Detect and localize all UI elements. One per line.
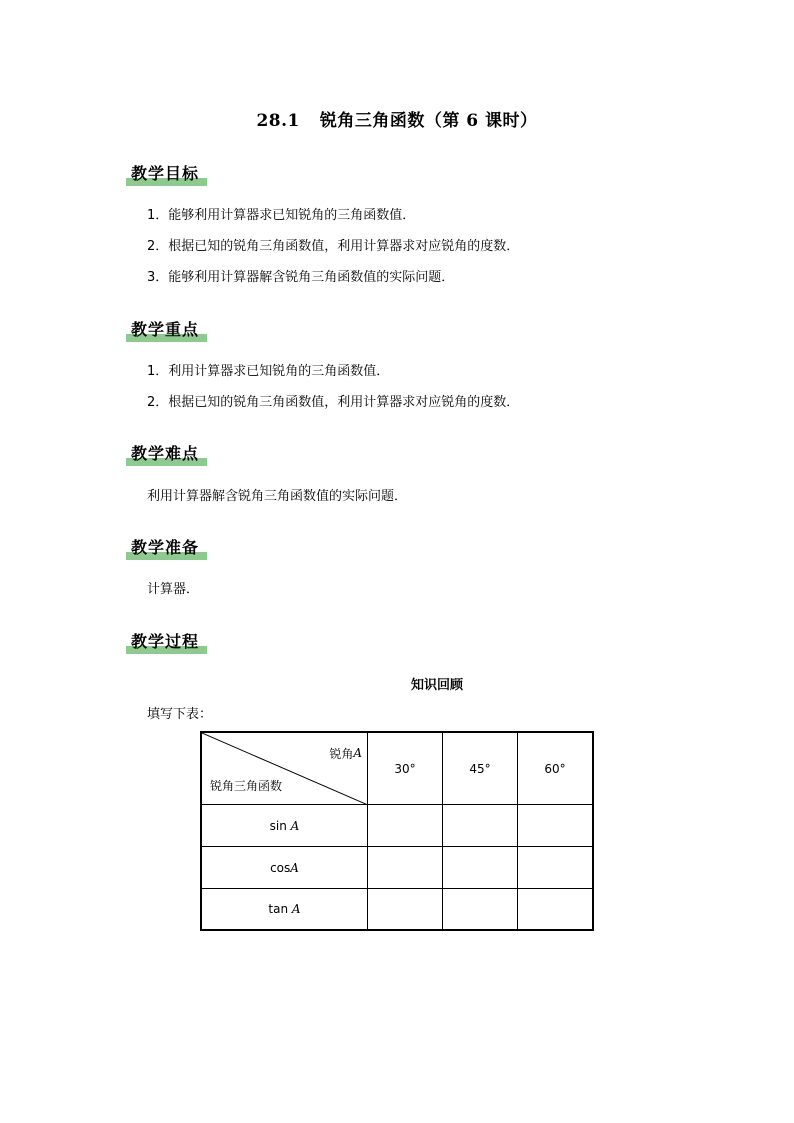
row-header-sin-var: A (290, 818, 300, 833)
goal-item-1: 1．能够利用计算器求已知锐角的三角函数值． (147, 208, 416, 223)
row-header-tan-var: A (291, 902, 301, 916)
column-header-60: 60° (544, 761, 566, 776)
knowledge-review-heading: 知识回顾 (410, 678, 463, 693)
preparation-text: 计算器． (147, 582, 200, 597)
corner-label-angle-var: A (353, 746, 362, 760)
column-header-30: 30° (394, 761, 416, 776)
goal-item-3: 3．能够利用计算器解含锐角三角函数值的实际问题． (147, 270, 455, 285)
title-number: 28.1 (256, 111, 300, 131)
row-header-sin (202, 805, 367, 846)
row-header-sin-fn: sin (269, 818, 287, 833)
section-heading-preparation (128, 538, 207, 558)
key-point-item-1: 1．利用计算器求已知锐角的三角函数值． (147, 364, 390, 379)
title-text: 锐角三角函数（第 6 课时） (319, 111, 538, 131)
section-heading-process-text: 教学过程 (131, 632, 200, 651)
section-heading-goals (128, 164, 207, 184)
section-heading-key-points (128, 320, 207, 340)
table-instruction: 填写下表： (147, 707, 213, 722)
corner-label-angle-text: 锐角 (329, 746, 354, 761)
corner-label-function: 锐角三角函数 (210, 778, 283, 793)
row-header-cos (202, 847, 367, 888)
row-header-cos-var: A (290, 860, 299, 875)
section-heading-key-points-text: 教学重点 (131, 320, 200, 339)
row-header-tan (202, 889, 367, 929)
section-heading-difficulties (128, 444, 207, 464)
key-point-item-2: 2．根据已知的锐角三角函数值，利用计算器求对应锐角的度数． (147, 395, 520, 410)
trig-values-table (200, 731, 594, 931)
corner-label-angle (302, 743, 362, 763)
section-heading-goals-text: 教学目标 (131, 164, 200, 183)
page-title (0, 106, 794, 131)
column-header-45: 45° (469, 761, 491, 776)
section-heading-difficulties-text: 教学难点 (131, 444, 200, 463)
row-header-tan-fn: tan (268, 902, 289, 916)
difficulty-text: 利用计算器解含锐角三角函数值的实际问题． (147, 489, 408, 504)
goal-item-2: 2．根据已知的锐角三角函数值，利用计算器求对应锐角的度数． (147, 239, 520, 254)
row-header-cos-fn: cos (270, 860, 291, 875)
section-heading-process (128, 632, 207, 652)
section-heading-preparation-text: 教学准备 (131, 538, 200, 557)
